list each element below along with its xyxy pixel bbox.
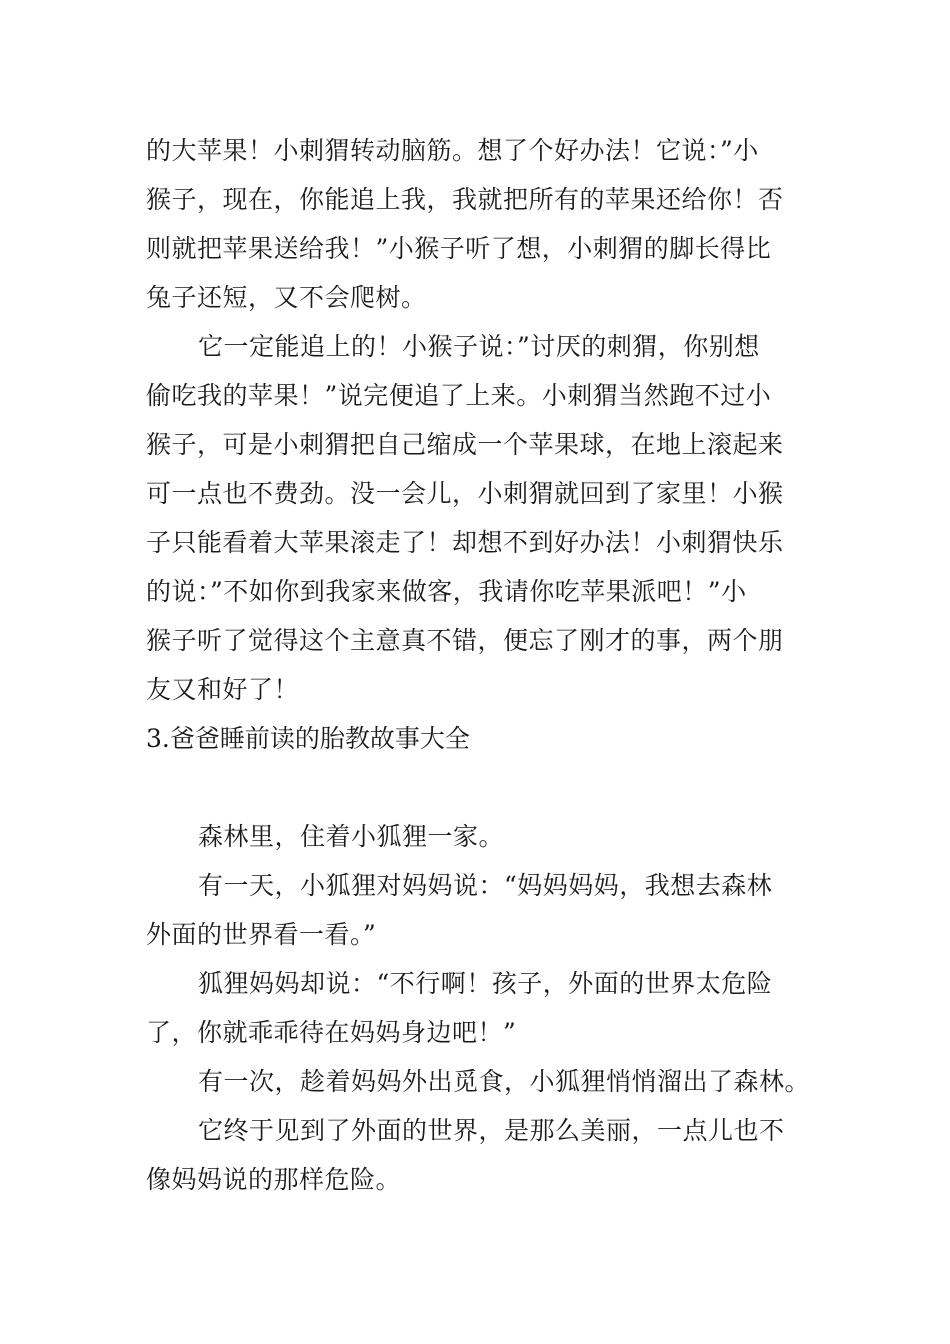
text-line: 可一点也不费劲。没一会儿，小刺猬就回到了家里！小猴 <box>146 479 784 508</box>
text-line: 猴子听了觉得这个主意真不错，便忘了刚才的事，两个朋 <box>146 626 784 655</box>
document-body <box>146 126 811 1204</box>
text-line: 猴子，现在，你能追上我，我就把所有的苹果还给你！否 <box>146 185 784 214</box>
text-line: 则就把苹果送给我！”小猴子听了想，小刺猬的脚长得比 <box>146 234 772 263</box>
story-paragraph-2 <box>146 322 808 714</box>
text-line: 像妈妈说的那样危险。 <box>146 1165 402 1194</box>
text-line: 有一次，趁着妈妈外出觅食，小狐狸悄悄溜出了森林。 <box>198 1067 811 1096</box>
text-line: 有一天，小狐狸对妈妈说：“妈妈妈妈，我想去森林 <box>198 871 773 900</box>
text-line: 兔子还短，又不会爬树。 <box>146 283 427 312</box>
story-paragraph-5 <box>146 959 808 1057</box>
story-paragraph-4 <box>146 861 808 959</box>
text-line: 的说：”不如你到我家来做客，我请你吃苹果派吧！”小 <box>146 577 747 606</box>
text-line: 森林里，住着小狐狸一家。 <box>198 822 505 851</box>
text-line: 偷吃我的苹果！”说完便追了上来。小刺猬当然跑不过小 <box>146 381 772 410</box>
text-line: 狐狸妈妈却说：“不行啊！孩子，外面的世界太危险 <box>198 969 773 998</box>
story-paragraph-3 <box>146 812 808 861</box>
story-paragraph-6 <box>146 1057 811 1106</box>
text-line: 猴子，可是小刺猬把自己缩成一个苹果球，在地上滚起来 <box>146 430 784 459</box>
text-line: 的大苹果！小刺猬转动脑筋。想了个好办法！它说：”小 <box>146 136 759 165</box>
text-line: 它终于见到了外面的世界，是那么美丽，一点儿也不 <box>198 1116 785 1145</box>
text-line: 外面的世界看一看。” <box>146 920 377 949</box>
story-paragraph-7 <box>146 1106 808 1204</box>
section-heading: 3.爸爸睡前读的胎教故事大全 <box>146 724 470 753</box>
text-line: 友又和好了！ <box>146 675 300 704</box>
text-line: 了，你就乖乖待在妈妈身边吧！” <box>146 1018 517 1047</box>
text-line: 它一定能追上的！小猴子说：”讨厌的刺猬，你别想 <box>198 332 760 361</box>
blank-line <box>146 763 808 812</box>
text-line: 子只能看着大苹果滚走了！却想不到好办法！小刺猬快乐 <box>146 528 784 557</box>
story-paragraph-1 <box>146 126 808 322</box>
